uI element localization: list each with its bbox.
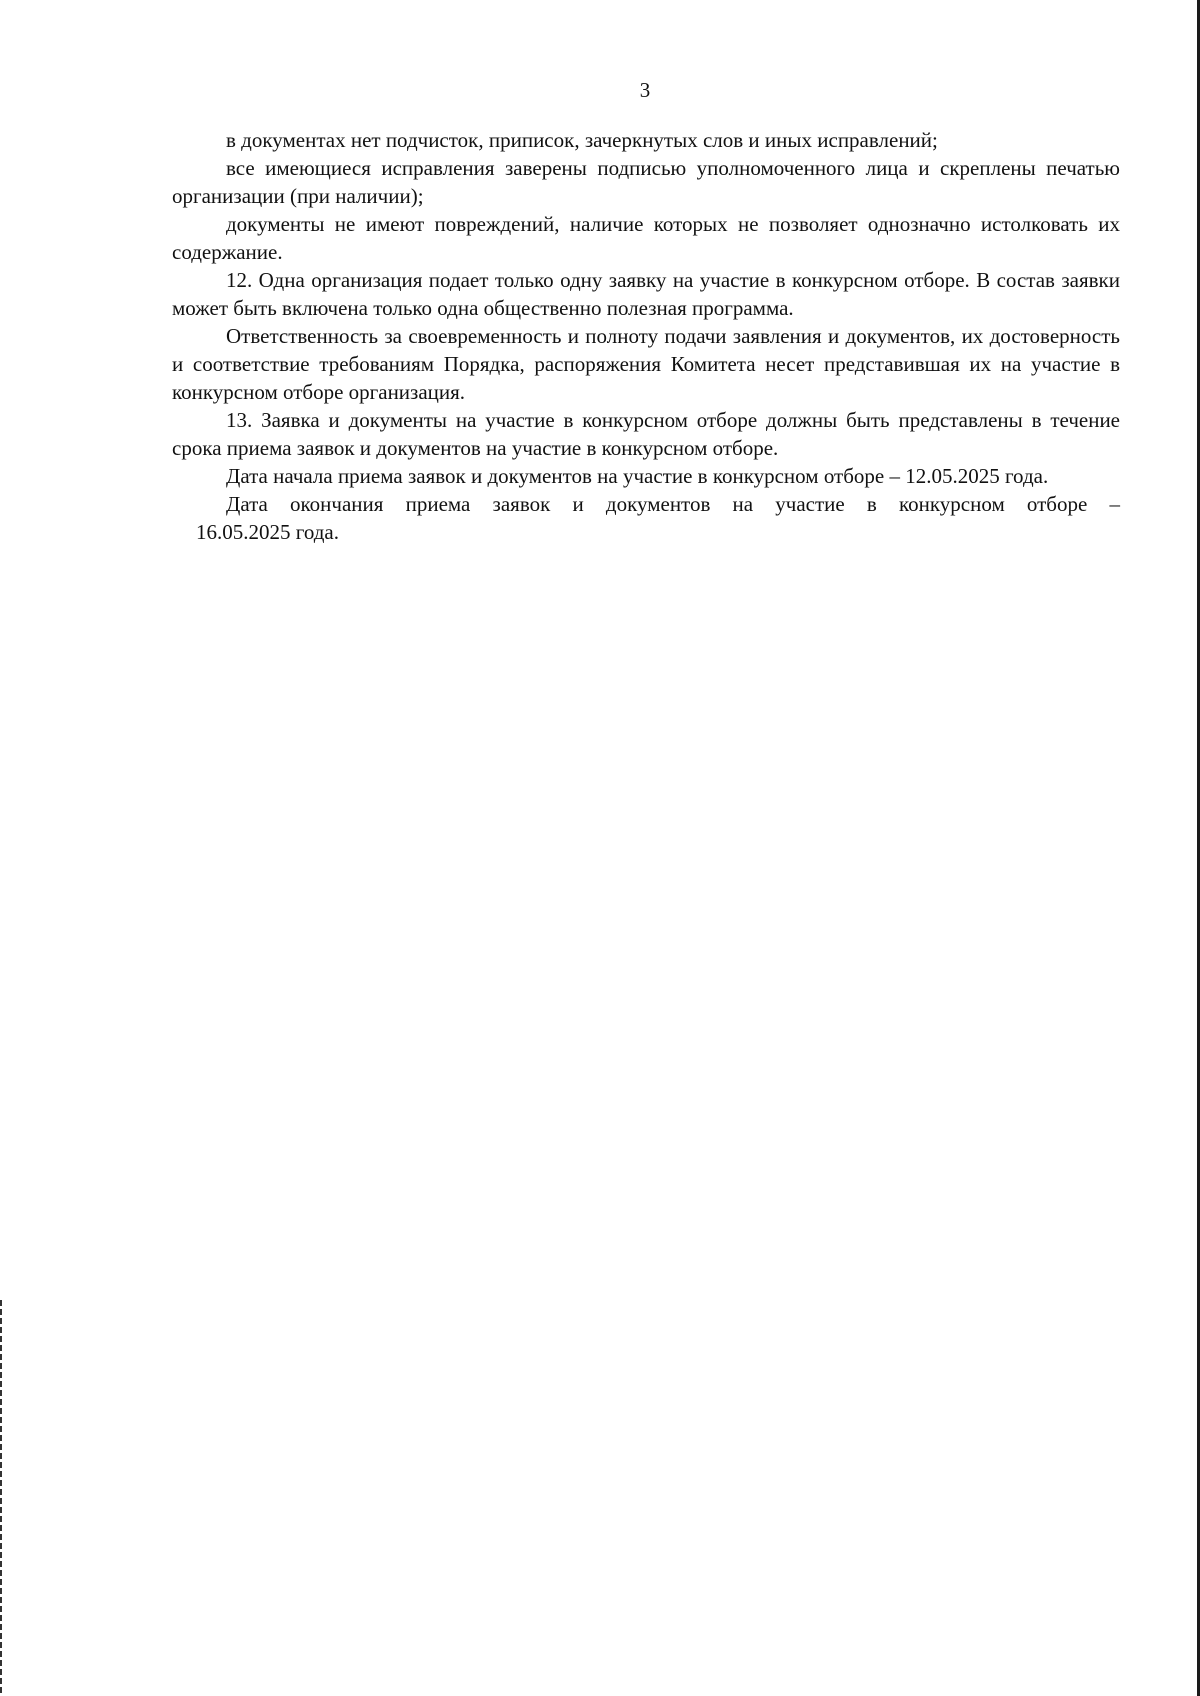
paragraph-date-end bbox=[172, 490, 1120, 518]
paragraph-item-12: 12. Одна организация подает только одну заявку на участие в конкурсном отборе. В состав заявки может быть включена только одна общественно полезная программа. bbox=[172, 268, 1120, 320]
document-body bbox=[172, 126, 1120, 546]
paragraph-no-erasures: в документах нет подчисток, приписок, зачеркнутых слов и иных исправлений; bbox=[226, 128, 938, 152]
date-end-value: 16.05.2025 года. bbox=[196, 520, 339, 544]
paragraph-item-13: 13. Заявка и документы на участие в конкурсном отборе должны быть представлены в течение срока приема заявок и документов на участие в конкурсном отборе. bbox=[172, 408, 1120, 460]
paragraph-date-start: Дата начала приема заявок и документов на участие в конкурсном отборе – 12.05.2025 года. bbox=[226, 464, 1049, 488]
page-number: 3 bbox=[639, 78, 651, 102]
paragraph-corrections-certified: все имеющиеся исправления заверены подписью уполномоченного лица и скреплены печатью организации (при наличии); bbox=[172, 156, 1120, 208]
date-end-text: Дата окончания приема заявок и документов на участие в конкурсном отборе – bbox=[226, 492, 1120, 516]
paragraph-responsibility: Ответственность за своевременность и полноту подачи заявления и документов, их достоверность и соответствие требованиям Порядка, распоряжения Комитета несет представившая их на участие в конкурсном отборе организация. bbox=[172, 324, 1120, 404]
scan-edge-left bbox=[0, 1300, 2, 1696]
paragraph-no-damage: документы не имеют повреждений, наличие которых не позволяет однозначно истолковать их содержание. bbox=[172, 212, 1120, 264]
